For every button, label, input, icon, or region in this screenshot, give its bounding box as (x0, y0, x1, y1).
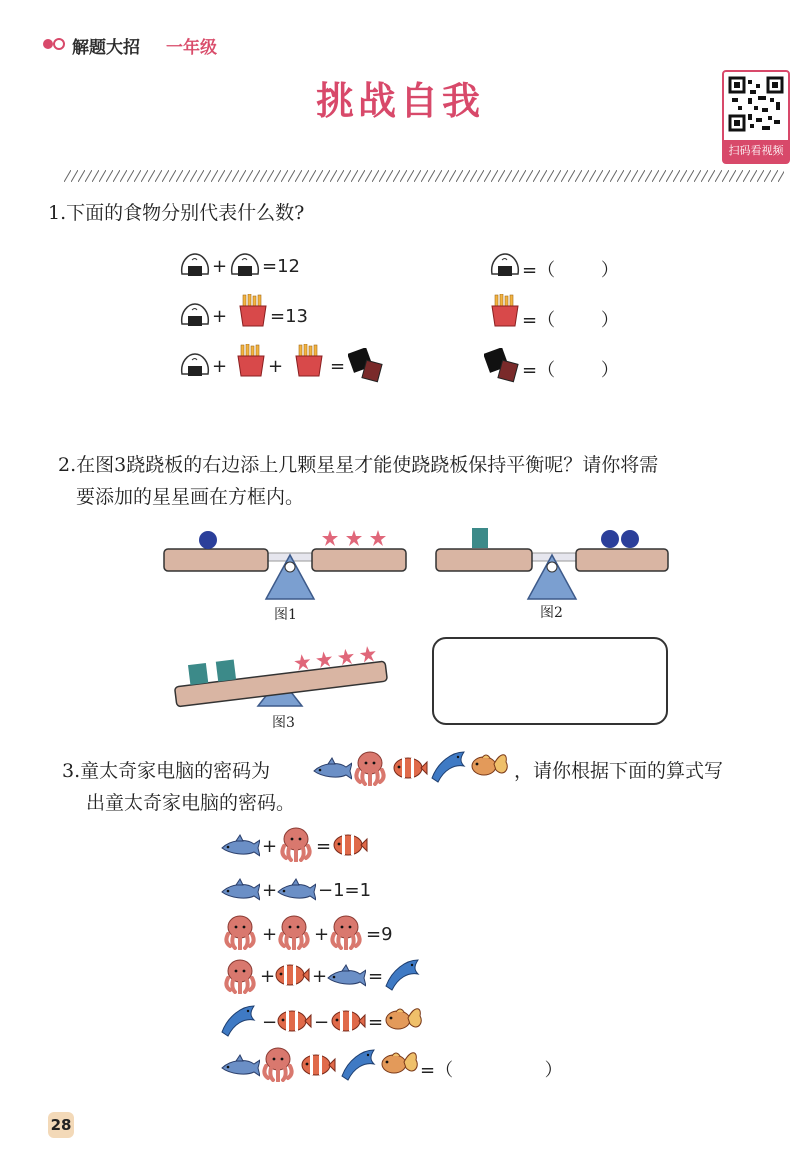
fig3-caption: 图3 (272, 715, 295, 731)
eq5-op2: − (314, 1012, 330, 1033)
fig1-caption: 图1 (274, 607, 297, 623)
shark-icon (220, 876, 260, 908)
q3-text-line2: 出童太奇家电脑的密码。 (86, 792, 296, 814)
q1-text: 1.下面的食物分别代表什么数? (48, 202, 305, 224)
shark-icon (220, 1052, 260, 1084)
plus-sign: + (268, 356, 284, 377)
eq4-op3: = (368, 966, 384, 987)
eq3-op1: + (262, 924, 278, 945)
eq4-op2: + (312, 966, 328, 987)
dolphin-icon (430, 748, 466, 784)
hatch-divider (64, 170, 784, 182)
plus-sign: + (212, 256, 228, 277)
seesaw-figure-2 (432, 525, 672, 605)
q3-final-answer[interactable]: =（ ） (420, 1060, 563, 1081)
fries-icon (238, 294, 268, 328)
goldfish-icon (384, 1002, 424, 1036)
q1-row2-answer[interactable]: =（ ） (522, 310, 619, 331)
clownfish-icon (274, 962, 310, 990)
octopus-icon (328, 914, 364, 950)
plus-sign: + (212, 356, 228, 377)
shark-icon (326, 962, 366, 994)
eq5-op1: − (262, 1012, 278, 1033)
octopus-icon (222, 914, 258, 950)
clownfish-icon (332, 832, 368, 860)
rice-ball-icon (180, 252, 210, 280)
eq2-op2: −1=1 (318, 880, 372, 901)
seesaw-figure-1 (160, 525, 410, 605)
header-grade: 一年级 (166, 38, 217, 58)
q1-row3-result: = (330, 356, 346, 377)
q1-row3-answer[interactable]: =（ ） (522, 360, 619, 381)
eq1-op2: = (316, 836, 332, 857)
fries-icon (294, 344, 324, 378)
clownfish-icon (300, 1052, 336, 1080)
rice-ball-icon (180, 302, 210, 330)
octopus-icon (222, 958, 258, 994)
q1-row2-result: =13 (270, 306, 308, 327)
q3-text-line1: 3.童太奇家电脑的密码为 (62, 760, 271, 782)
dolphin-icon (340, 1046, 376, 1082)
qr-label: 扫码看视频 (724, 140, 788, 162)
rice-ball-icon (230, 252, 260, 280)
goldfish-icon (470, 748, 510, 782)
star-answer-box[interactable] (432, 637, 668, 725)
clownfish-icon (392, 755, 428, 783)
fries-icon (490, 294, 520, 328)
chocolate-icon (484, 348, 520, 384)
qr-code-badge[interactable] (722, 70, 790, 164)
shark-icon (312, 755, 352, 787)
qr-code-icon[interactable] (728, 76, 784, 132)
q2-text-line2: 要添加的星星画在方框内。 (76, 486, 305, 508)
octopus-icon (276, 914, 312, 950)
clownfish-icon (276, 1008, 312, 1036)
header-dots-icon (42, 38, 68, 50)
page-number: 28 (48, 1112, 74, 1138)
dolphin-icon (220, 1002, 256, 1038)
shark-icon (220, 832, 260, 864)
rice-ball-icon (490, 252, 520, 280)
q1-row1-result: =12 (262, 256, 300, 277)
octopus-icon (352, 750, 388, 786)
eq2-op1: + (262, 880, 278, 901)
clownfish-icon (330, 1008, 366, 1036)
shark-icon (276, 876, 316, 908)
header-brand: 解题大招 (72, 38, 140, 58)
eq3-op2: + (314, 924, 330, 945)
rice-ball-icon (180, 352, 210, 380)
octopus-icon (260, 1046, 296, 1082)
dolphin-icon (384, 956, 420, 992)
fig2-caption: 图2 (540, 605, 563, 621)
eq4-op1: + (260, 966, 276, 987)
chocolate-icon (348, 348, 384, 384)
q1-row1-answer[interactable]: =（ ） (522, 260, 619, 281)
eq1-op1: + (262, 836, 278, 857)
q2-text-line1: 2.在图3跷跷板的右边添上几颗星星才能使跷跷板保持平衡呢？请你将需 (58, 454, 659, 476)
seesaw-figure-3 (170, 630, 400, 710)
plus-sign: + (212, 306, 228, 327)
page-title: 挑战自我 (315, 79, 484, 123)
eq3-op3: =9 (366, 924, 393, 945)
eq5-op3: = (368, 1012, 384, 1033)
goldfish-icon (380, 1046, 420, 1080)
fries-icon (236, 344, 266, 378)
q3-text-line1-tail: ，请你根据下面的算式写 (514, 760, 724, 782)
octopus-icon (278, 826, 314, 862)
